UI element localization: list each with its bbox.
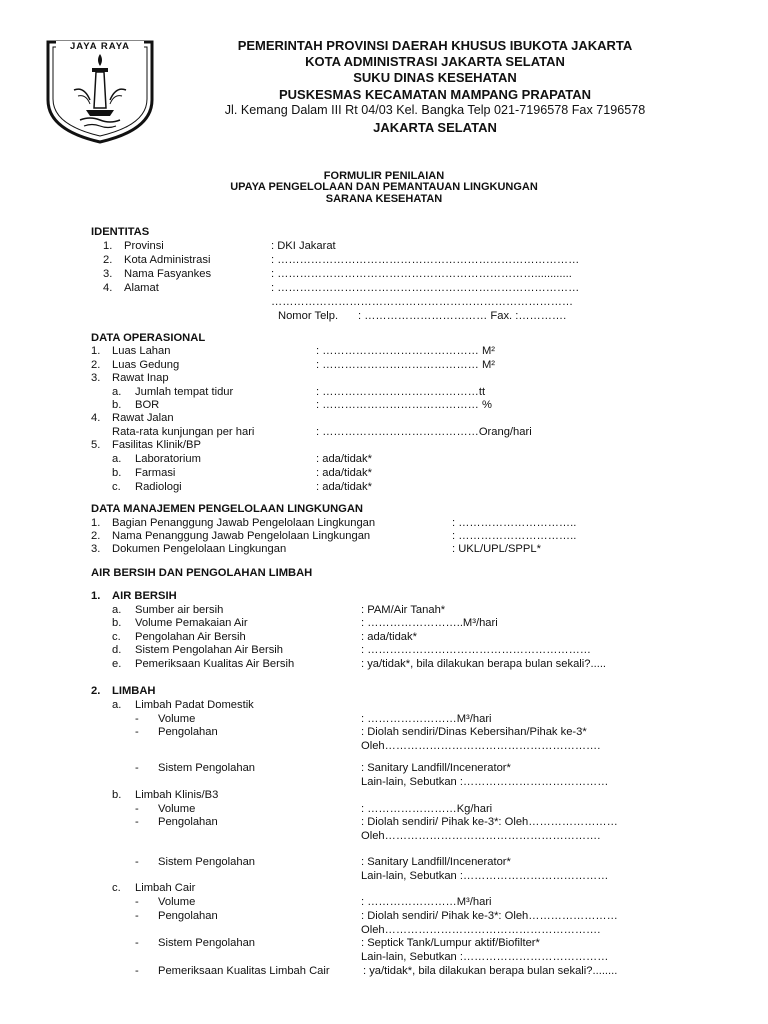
field-label: Sumber air bersih bbox=[135, 604, 224, 616]
field-label: Laboratorium bbox=[135, 453, 201, 465]
section-air-limbah: AIR BERSIH DAN PENGOLAHAN LIMBAH bbox=[91, 567, 313, 579]
field-label: Kota Administrasi bbox=[124, 254, 211, 266]
field-value: : ………………………….. bbox=[452, 517, 577, 529]
field-label: Sistem Pengolahan bbox=[158, 937, 256, 949]
field-value: Oleh…………………………………………………. bbox=[361, 830, 601, 842]
item-number: c. bbox=[112, 481, 121, 493]
section-data-manajemen: DATA MANAJEMEN PENGELOLAAN LINGKUNGAN bbox=[91, 503, 364, 515]
field-value: : Diolah sendiri/ Pihak ke-3*: Oleh…………………… bbox=[361, 910, 618, 922]
header-city: JAKARTA SELATAN bbox=[373, 120, 497, 135]
dash: - bbox=[135, 713, 139, 725]
dash: - bbox=[135, 816, 139, 828]
field-label: Pemeriksaan Kualitas Limbah Cair bbox=[158, 965, 330, 977]
item-number: 1. bbox=[103, 240, 113, 252]
field-label: Volume bbox=[158, 896, 196, 908]
field-label: Rawat Inap bbox=[112, 372, 169, 384]
field-label: Jumlah tempat tidur bbox=[135, 386, 234, 398]
dash: - bbox=[135, 937, 139, 949]
field-label: Alamat bbox=[124, 282, 159, 294]
field-label: Rawat Jalan bbox=[112, 412, 174, 424]
field-label: Volume bbox=[158, 803, 196, 815]
dash: - bbox=[135, 803, 139, 815]
item-number: b. bbox=[112, 467, 122, 479]
field-label: BOR bbox=[135, 399, 160, 411]
field-value: : ada/tidak* bbox=[316, 453, 372, 465]
item-number: b. bbox=[112, 399, 122, 411]
item-number: 1. bbox=[91, 345, 101, 357]
field-value: : ……………………..M³/hari bbox=[361, 617, 498, 629]
field-value: Oleh…………………………………………………. bbox=[361, 740, 601, 752]
field-label: Dokumen Pengelolaan Lingkungan bbox=[112, 543, 287, 555]
field-label: Radiologi bbox=[135, 481, 182, 493]
field-value: : ada/tidak* bbox=[361, 631, 417, 643]
item-number: 3. bbox=[103, 268, 113, 280]
item-number: d. bbox=[112, 644, 122, 656]
field-value: : Septick Tank/Lumpur aktif/Biofilter* bbox=[361, 937, 540, 949]
field-label: Bagian Penanggung Jawab Pengelolaan Lingkungan bbox=[112, 517, 376, 529]
header-line-1: PEMERINTAH PROVINSI DAERAH KHUSUS IBUKOTA JAKARTA bbox=[237, 38, 633, 53]
field-value: : ya/tidak*, bila dilakukan berapa bulan sekali?........ bbox=[363, 965, 618, 977]
item-number: a. bbox=[112, 604, 122, 616]
field-value: : Sanitary Landfill/Incenerator* bbox=[361, 762, 511, 774]
limbah-cair-label: Limbah Cair bbox=[135, 882, 196, 894]
header-address: Jl. Kemang Dalam III Rt 04/03 Kel. Bangka Telp 021-7196578 Fax 7196578 bbox=[224, 103, 646, 117]
item-number: e. bbox=[112, 658, 122, 670]
field-label: Volume Pemakaian Air bbox=[135, 617, 248, 629]
field-value: Lain-lain, Sebutkan :………………………………… bbox=[361, 870, 609, 882]
section-data-operasional: DATA OPERASIONAL bbox=[91, 332, 206, 344]
field-label: Nama Penanggung Jawab Pengelolaan Lingkungan bbox=[112, 530, 371, 542]
item-number: 3. bbox=[91, 372, 101, 384]
item-number: a. bbox=[112, 699, 122, 711]
field-value: : UKL/UPL/SPPL* bbox=[452, 543, 541, 555]
logo-text: JAYA RAYA bbox=[69, 41, 131, 52]
field-value: : ya/tidak*, bila dilakukan berapa bulan sekali?..... bbox=[361, 658, 607, 670]
header-line-4: PUSKESMAS KECAMATAN MAMPANG PRAPATAN bbox=[279, 87, 591, 102]
item-number: b. bbox=[112, 617, 122, 629]
telp-label: Nomor Telp. bbox=[278, 310, 339, 322]
field-label: Pengolahan Air Bersih bbox=[135, 631, 246, 643]
field-label: Pemeriksaan Kualitas Air Bersih bbox=[135, 658, 295, 670]
dash: - bbox=[135, 726, 139, 738]
field-label: Sistem Pengolahan Air Bersih bbox=[135, 644, 284, 656]
item-number: a. bbox=[112, 453, 122, 465]
field-value: : PAM/Air Tanah* bbox=[361, 604, 446, 616]
field-label: Luas Gedung bbox=[112, 359, 180, 371]
jaya-raya-logo bbox=[44, 38, 156, 146]
subsection-limbah: LIMBAH bbox=[112, 685, 156, 697]
form-title-2: UPAYA PENGELOLAAN DAN PEMANTAUAN LINGKUNGAN bbox=[230, 181, 538, 193]
field-label: Provinsi bbox=[124, 240, 164, 252]
field-value: : ada/tidak* bbox=[316, 467, 372, 479]
dash: - bbox=[135, 856, 139, 868]
item-number: c. bbox=[112, 882, 121, 894]
field-label: Rata-rata kunjungan per hari bbox=[112, 426, 255, 438]
item-number: 2. bbox=[103, 254, 113, 266]
field-value: Oleh…………………………………………………. bbox=[361, 924, 601, 936]
field-value: : ……………………………………tt bbox=[316, 386, 486, 398]
item-number: 2. bbox=[91, 530, 101, 542]
section-identitas: IDENTITAS bbox=[91, 226, 150, 238]
item-number: b. bbox=[112, 789, 122, 801]
item-number: 5. bbox=[91, 439, 101, 451]
field-label: Luas Lahan bbox=[112, 345, 171, 357]
item-number: 1. bbox=[91, 517, 101, 529]
field-value: : Diolah sendiri/Dinas Kebersihan/Pihak ke-3* bbox=[361, 726, 587, 738]
field-label: Nama Fasyankes bbox=[124, 268, 212, 280]
field-value: : ……………………………………………………………………… bbox=[271, 254, 580, 266]
field-value: : …………………………………… M² bbox=[316, 345, 495, 357]
item-number: 4. bbox=[103, 282, 113, 294]
header-line-3: SUKU DINAS KESEHATAN bbox=[353, 70, 517, 85]
limbah-klinis-label: Limbah Klinis/B3 bbox=[135, 789, 219, 801]
item-number: a. bbox=[112, 386, 122, 398]
item-number: 2. bbox=[91, 359, 101, 371]
dash: - bbox=[135, 965, 139, 977]
subsection-air-bersih: AIR BERSIH bbox=[112, 590, 177, 602]
dash: - bbox=[135, 910, 139, 922]
form-title-1: FORMULIR PENILAIAN bbox=[323, 170, 445, 182]
field-value: : Sanitary Landfill/Incenerator* bbox=[361, 856, 511, 868]
field-label: Fasilitas Klinik/BP bbox=[112, 439, 201, 451]
field-value: : …………………………………………………… bbox=[361, 644, 591, 656]
form-title-3: SARANA KESEHATAN bbox=[325, 193, 443, 205]
field-label: Sistem Pengolahan bbox=[158, 856, 256, 868]
field-value: : ……………………………………………………………............ bbox=[271, 268, 572, 280]
field-label: Farmasi bbox=[135, 467, 176, 479]
item-number: 2. bbox=[91, 685, 101, 697]
dash: - bbox=[135, 896, 139, 908]
field-value: : Diolah sendiri/ Pihak ke-3*: Oleh…………………… bbox=[361, 816, 618, 828]
field-label: Sistem Pengolahan bbox=[158, 762, 256, 774]
field-value: : ……………………………………………………………………… bbox=[271, 282, 580, 294]
field-value: : ada/tidak* bbox=[316, 481, 372, 493]
field-value: : ……………………………………Orang/hari bbox=[316, 426, 532, 438]
field-label: Pengolahan bbox=[158, 816, 218, 828]
field-value: : ………………………….. bbox=[452, 530, 577, 542]
field-label: Pengolahan bbox=[158, 726, 218, 738]
field-label: Pengolahan bbox=[158, 910, 218, 922]
limbah-padat-label: Limbah Padat Domestik bbox=[135, 699, 254, 711]
field-value: : DKI Jakarat bbox=[271, 240, 336, 252]
field-value: : …………………………………… % bbox=[316, 399, 492, 411]
telp-fax-value: : …………………………… Fax. :…………. bbox=[358, 310, 567, 322]
dash: - bbox=[135, 762, 139, 774]
item-number: 3. bbox=[91, 543, 101, 555]
field-value: : ……………………M³/hari bbox=[361, 896, 492, 908]
item-number: 1. bbox=[91, 590, 101, 602]
field-value: : ……………………M³/hari bbox=[361, 713, 492, 725]
field-value: Lain-lain, Sebutkan :………………………………… bbox=[361, 776, 609, 788]
field-value: Lain-lain, Sebutkan :………………………………… bbox=[361, 951, 609, 963]
item-number: c. bbox=[112, 631, 121, 643]
item-number: 4. bbox=[91, 412, 101, 424]
field-label: Volume bbox=[158, 713, 196, 725]
field-value: ……………………………………………………………………… bbox=[271, 296, 574, 308]
header-line-2: KOTA ADMINISTRASI JAKARTA SELATAN bbox=[305, 54, 565, 69]
field-value: : …………………………………… M² bbox=[316, 359, 495, 371]
field-value: : ……………………Kg/hari bbox=[361, 803, 493, 815]
